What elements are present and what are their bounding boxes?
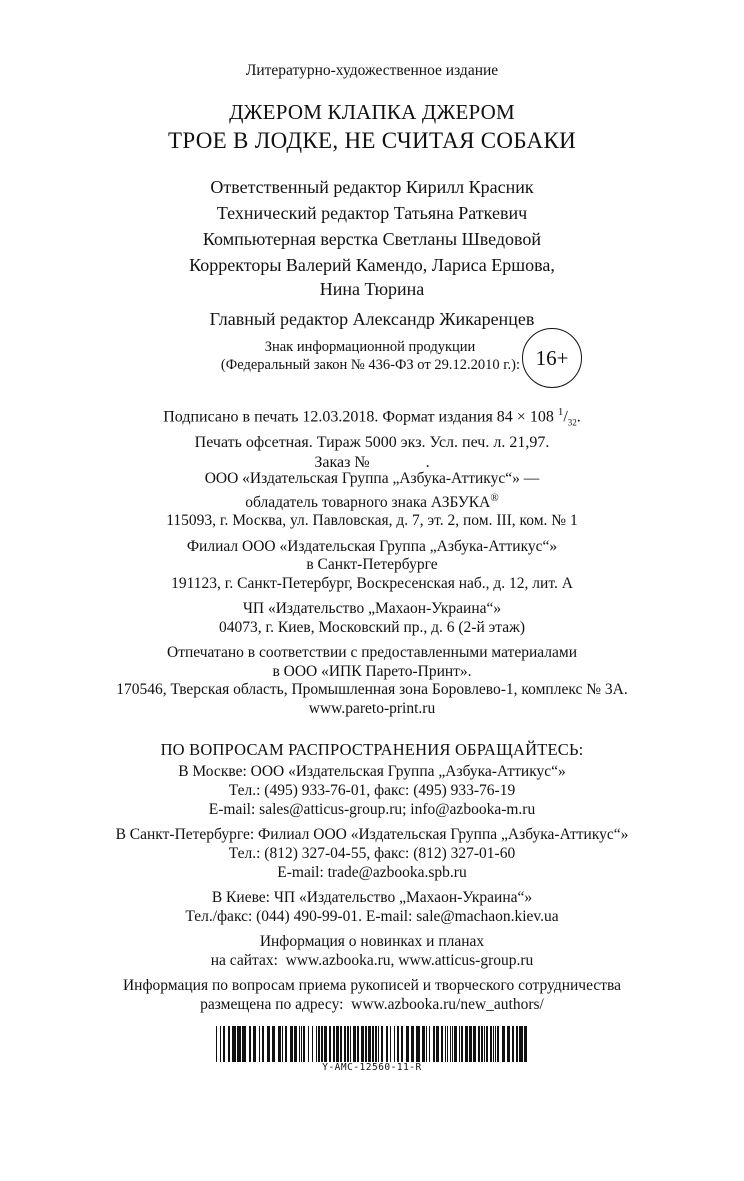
publisher-line1: ООО «Издательская Группа „Азбука-Аттикус“» — xyxy=(204,470,540,487)
credit-proofreaders: Корректоры Валерий Камендо, Лариса Ершова, xyxy=(189,255,555,275)
spb-phone: Тел.: (812) 327-04-55, факс: (812) 327-01-60 xyxy=(228,845,516,862)
print-info-line1-end: . xyxy=(576,408,581,426)
distribution-moscow xyxy=(0,762,744,819)
branch-spb-line1: Филиал ООО «Издательская Группа „Азбука-Аттикус“» xyxy=(186,537,558,555)
printer-line1: Отпечатано в соответствии с предоставленными материалами xyxy=(167,644,577,662)
distribution-spb xyxy=(0,825,744,882)
distribution-info xyxy=(0,740,744,1020)
credits xyxy=(0,174,744,332)
publisher-block xyxy=(0,470,744,531)
printer-address: 170546, Тверская область, Промышленная зона Боровлево-1, комплекс № 3А. xyxy=(116,681,628,699)
publisher-info xyxy=(0,470,744,725)
moscow-line1: В Москве: ООО «Издательская Группа „Азбука-Аттикус“» xyxy=(178,763,566,780)
printer-website: www.pareto-print.ru xyxy=(308,699,436,717)
kiev-line1: В Киеве: ЧП «Издательство „Махаон-Украина“» xyxy=(211,889,533,906)
barcode-space xyxy=(527,1026,528,1062)
barcode-bars xyxy=(216,1026,528,1062)
moscow-email: E-mail: sales@atticus-group.ru; info@azbooka-m.ru xyxy=(208,801,536,818)
authors-info xyxy=(0,976,744,1014)
order-number: Заказ № . xyxy=(314,453,430,471)
credit-editor: Ответственный редактор Кирилл Красник xyxy=(210,177,534,197)
age-rating-line1: Знак информационной продукции xyxy=(264,339,476,355)
registered-mark: ® xyxy=(490,491,499,504)
print-info-line1 xyxy=(0,402,744,433)
printer-block xyxy=(0,644,744,718)
barcode xyxy=(216,1026,528,1074)
age-rating-badge xyxy=(522,328,582,388)
credit-layout: Компьютерная верстка Светланы Шведовой xyxy=(202,229,542,249)
distribution-heading: ПО ВОПРОСАМ РАСПРОСТРАНЕНИЯ ОБРАЩАЙТЕСЬ: xyxy=(160,740,584,759)
news-websites: на сайтах: www.azbooka.ru, www.atticus-group.ru xyxy=(210,952,534,969)
authors-line1: Информация по вопросам приема рукописей и творческого сотрудничества xyxy=(122,977,622,994)
barcode-code: Y-AMC-12560-11-R xyxy=(322,1062,422,1073)
format-fraction-denominator: 32 xyxy=(567,417,577,428)
credit-tech-editor: Технический редактор Татьяна Раткевич xyxy=(216,203,528,223)
branch-spb-address: 191123, г. Санкт-Петербург, Воскресенская наб., д. 12, лит. А xyxy=(171,574,573,592)
branch-spb-line2: в Санкт-Петербурге xyxy=(306,556,438,574)
edition-type: Литературно-художественное издание xyxy=(245,62,499,79)
print-info-line2: Печать офсетная. Тираж 5000 экз. Усл. печ. л. 21,97. xyxy=(194,433,550,451)
publisher-address: 115093, г. Москва, ул. Павловская, д. 7, эт. 2, пом. III, ком. № 1 xyxy=(166,512,578,530)
credit-proofreaders-cont: Нина Тюрина xyxy=(319,279,425,299)
age-rating-line2: (Федеральный закон № 436-ФЗ от 29.12.2010 г.): xyxy=(220,357,520,373)
print-info xyxy=(0,402,744,473)
branch-kiev-block xyxy=(0,600,744,637)
moscow-phone: Тел.: (495) 933-76-01, факс: (495) 933-76-19 xyxy=(228,782,516,799)
age-rating-text xyxy=(160,338,520,374)
printer-line2: в ООО «ИПК Парето-Принт». xyxy=(272,662,472,680)
credit-chief-editor: Главный редактор Александр Жикаренцев xyxy=(209,309,535,329)
branch-kiev-line1: ЧП «Издательство „Махаон-Украина“» xyxy=(242,600,502,618)
publisher-trademark: обладатель товарного знака АЗБУКА xyxy=(245,493,491,511)
news-info xyxy=(0,932,744,970)
authors-address: размещена по адресу: www.azbooka.ru/new_authors/ xyxy=(200,996,544,1013)
publisher-line2 xyxy=(0,489,744,513)
age-rating-value: 16+ xyxy=(535,345,569,370)
branch-spb-block xyxy=(0,538,744,594)
spb-line1: В Санкт-Петербурге: Филиал ООО «Издательская Группа „Азбука-Аттикус“» xyxy=(115,826,629,843)
news-line1: Информация о новинках и планах xyxy=(259,933,485,950)
kiev-contacts: Тел./факс: (044) 490-99-01. E-mail: sale@machaon.kiev.ua xyxy=(185,908,559,925)
branch-kiev-address: 04073, г. Киев, Московский пр., д. 6 (2-й этаж) xyxy=(219,618,525,636)
book-title: ТРОЕ В ЛОДКЕ, НЕ СЧИТАЯ СОБАКИ xyxy=(167,128,577,153)
print-info-line1-text: Подписано в печать 12.03.2018. Формат издания 84 × 108 xyxy=(163,408,558,426)
spb-email: E-mail: trade@azbooka.spb.ru xyxy=(277,864,467,881)
author-name: ДЖЕРОМ КЛАПКА ДЖЕРОМ xyxy=(229,100,515,124)
format-fraction-numerator: 1 xyxy=(557,406,564,418)
format-fraction-separator: / xyxy=(563,408,568,426)
distribution-kiev xyxy=(0,888,744,926)
